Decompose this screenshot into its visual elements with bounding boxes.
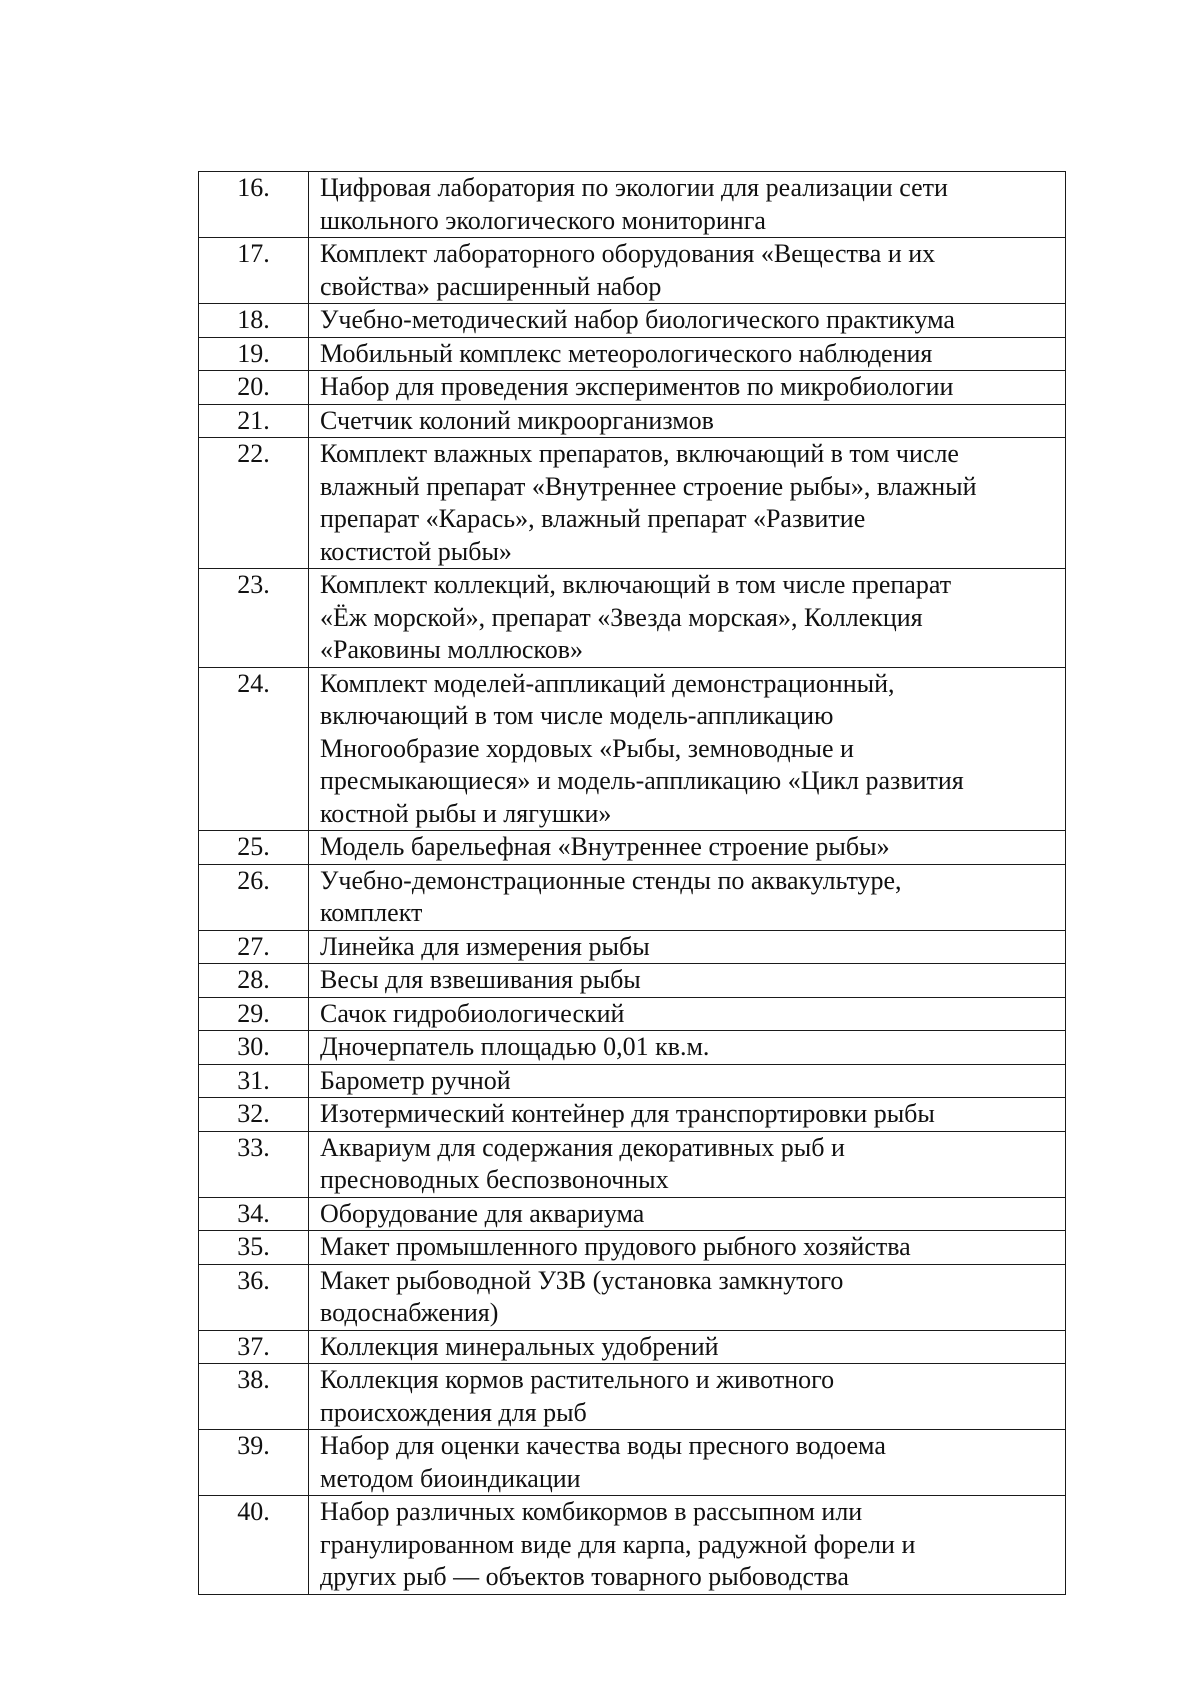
item-description: Набор для оценки качества воды пресного водоема методом биоиндикации (309, 1430, 1066, 1496)
item-description: Коллекция кормов растительного и животного происхождения для рыб (309, 1364, 1066, 1430)
row-number: 38. (199, 1364, 309, 1430)
item-description: Коллекция минеральных удобрений (309, 1330, 1066, 1364)
row-number: 27. (199, 930, 309, 964)
item-description: Цифровая лаборатория по экологии для реализации сети школьного экологического мониторинга (309, 172, 1066, 238)
table-row (199, 438, 1066, 569)
row-number: 32. (199, 1098, 309, 1132)
table-row (199, 997, 1066, 1031)
table-row (199, 172, 1066, 238)
table-row (199, 831, 1066, 865)
row-number: 31. (199, 1064, 309, 1098)
table-body (199, 172, 1066, 1595)
table-row (199, 1131, 1066, 1197)
table-row (199, 1031, 1066, 1065)
table-row (199, 1330, 1066, 1364)
row-number: 35. (199, 1231, 309, 1265)
item-description: Аквариум для содержания декоративных рыб и пресноводных беспозвоночных (309, 1131, 1066, 1197)
row-number: 26. (199, 864, 309, 930)
row-number: 24. (199, 667, 309, 831)
table-row (199, 304, 1066, 338)
item-description: Учебно-демонстрационные стенды по аквакультуре, комплект (309, 864, 1066, 930)
item-description: Изотермический контейнер для транспортировки рыбы (309, 1098, 1066, 1132)
item-description: Счетчик колоний микроорганизмов (309, 404, 1066, 438)
item-description: Оборудование для аквариума (309, 1197, 1066, 1231)
item-description: Макет рыбоводной УЗВ (установка замкнутого водоснабжения) (309, 1264, 1066, 1330)
item-description: Комплект лабораторного оборудования «Вещества и их свойства» расширенный набор (309, 238, 1066, 304)
table-row (199, 1430, 1066, 1496)
row-number: 22. (199, 438, 309, 569)
item-description: Набор для проведения экспериментов по микробиологии (309, 371, 1066, 405)
table-row (199, 371, 1066, 405)
row-number: 36. (199, 1264, 309, 1330)
item-description: Линейка для измерения рыбы (309, 930, 1066, 964)
row-number: 18. (199, 304, 309, 338)
table-row (199, 1264, 1066, 1330)
table-row (199, 1064, 1066, 1098)
row-number: 23. (199, 569, 309, 668)
item-description: Комплект коллекций, включающий в том числе препарат «Ёж морской», препарат «Звезда морская», Коллекция «Раковины моллюсков» (309, 569, 1066, 668)
table-row (199, 1496, 1066, 1595)
item-description: Барометр ручной (309, 1064, 1066, 1098)
row-number: 28. (199, 964, 309, 998)
item-description: Учебно-методический набор биологического практикума (309, 304, 1066, 338)
item-description: Макет промышленного прудового рыбного хозяйства (309, 1231, 1066, 1265)
row-number: 16. (199, 172, 309, 238)
item-description: Сачок гидробиологический (309, 997, 1066, 1031)
table-row (199, 238, 1066, 304)
item-description: Мобильный комплекс метеорологического наблюдения (309, 337, 1066, 371)
row-number: 39. (199, 1430, 309, 1496)
table-row (199, 1364, 1066, 1430)
table-row (199, 1231, 1066, 1265)
table-row (199, 667, 1066, 831)
row-number: 17. (199, 238, 309, 304)
item-description: Комплект влажных препаратов, включающий в том числе влажный препарат «Внутреннее строение рыбы», влажный препарат «Карась», влажный препарат «Развитие костистой рыбы» (309, 438, 1066, 569)
row-number: 33. (199, 1131, 309, 1197)
table-row (199, 569, 1066, 668)
row-number: 29. (199, 997, 309, 1031)
item-description: Модель барельефная «Внутреннее строение рыбы» (309, 831, 1066, 865)
row-number: 34. (199, 1197, 309, 1231)
row-number: 37. (199, 1330, 309, 1364)
row-number: 21. (199, 404, 309, 438)
row-number: 30. (199, 1031, 309, 1065)
item-description: Комплект моделей-аппликаций демонстрационный, включающий в том числе модель-аппликацию Многообразие хордовых «Рыбы, земноводные и пресмыкающиеся» и модель-аппликацию «Цикл развития костной рыбы и лягушки» (309, 667, 1066, 831)
row-number: 40. (199, 1496, 309, 1595)
table-row (199, 404, 1066, 438)
item-description: Набор различных комбикормов в рассыпном или гранулированном виде для карпа, радужной форели и других рыб — объектов товарного рыбоводства (309, 1496, 1066, 1595)
table-row (199, 964, 1066, 998)
table-row (199, 1197, 1066, 1231)
table-row (199, 1098, 1066, 1132)
row-number: 25. (199, 831, 309, 865)
table-row (199, 930, 1066, 964)
item-description: Дночерпатель площадью 0,01 кв.м. (309, 1031, 1066, 1065)
table-row (199, 337, 1066, 371)
equipment-table (198, 171, 1066, 1595)
row-number: 20. (199, 371, 309, 405)
table-row (199, 864, 1066, 930)
row-number: 19. (199, 337, 309, 371)
item-description: Весы для взвешивания рыбы (309, 964, 1066, 998)
